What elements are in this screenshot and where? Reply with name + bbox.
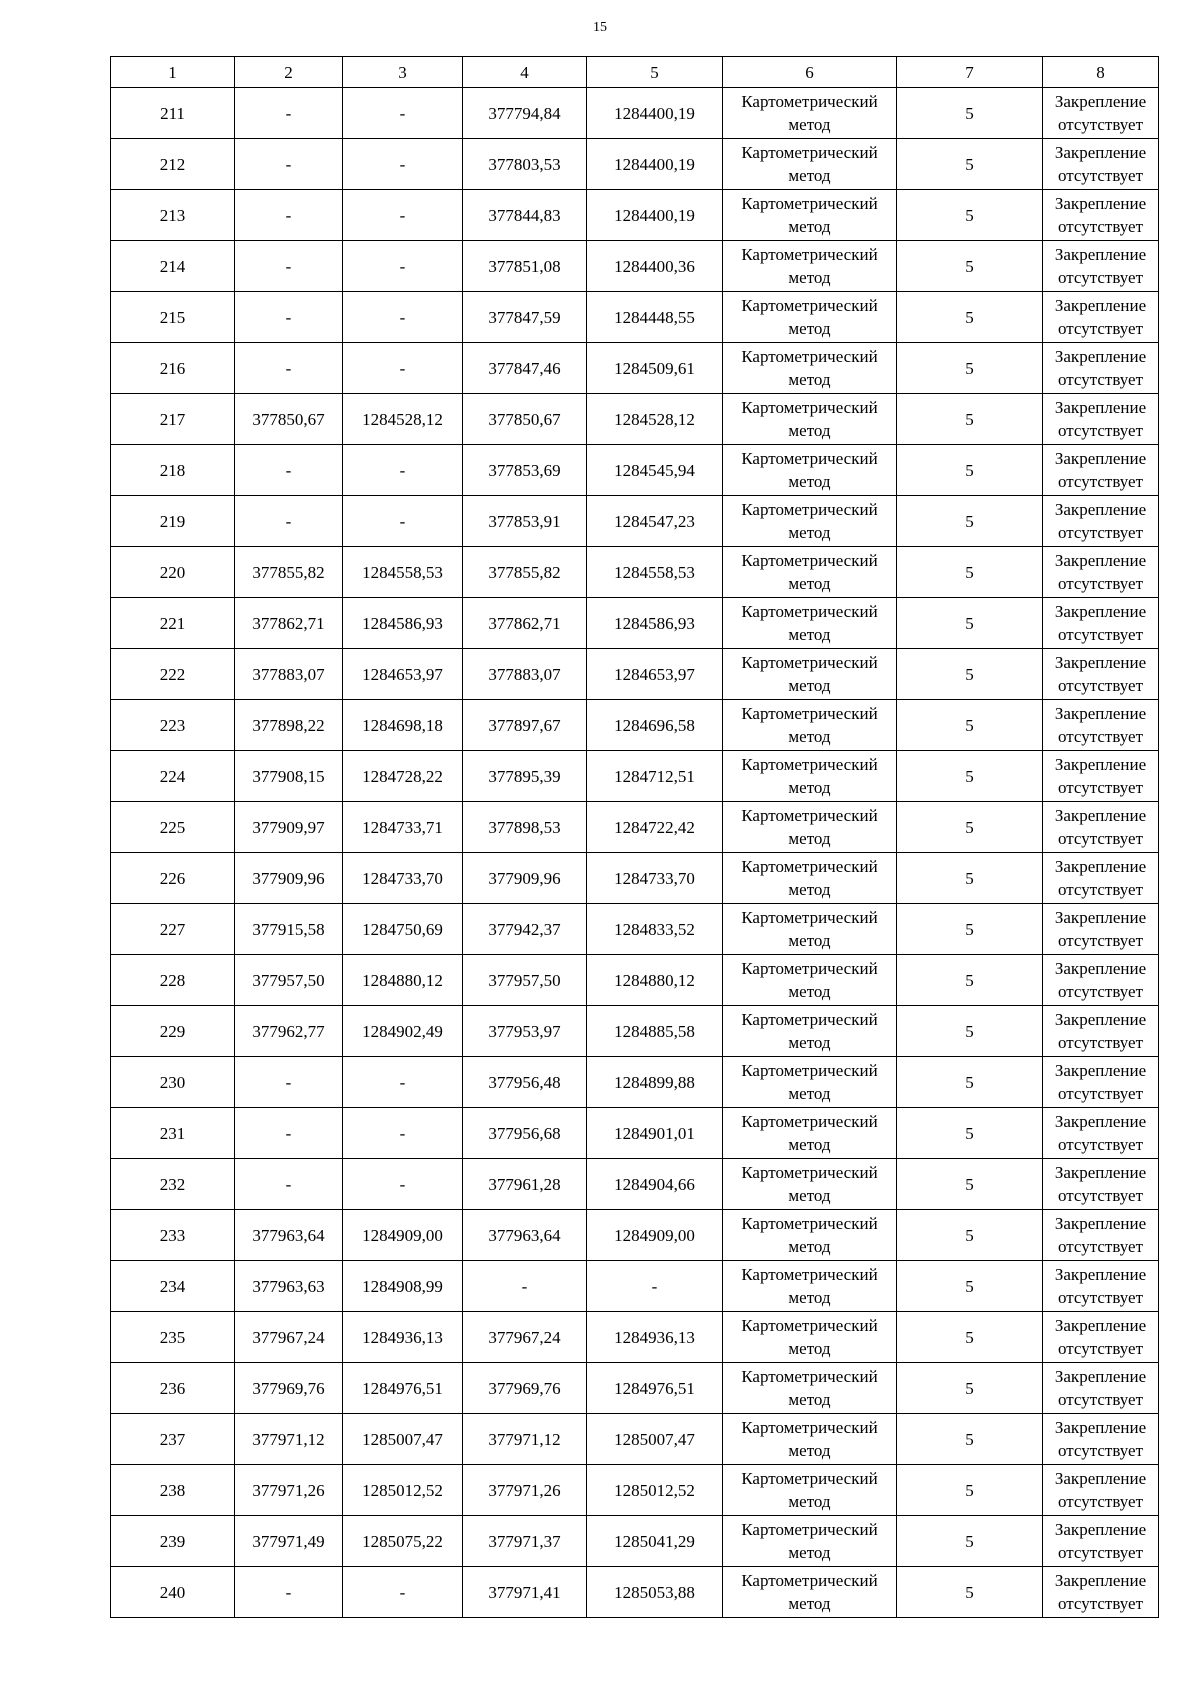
- table-row: [111, 343, 1159, 394]
- point-number-cell: 215: [111, 292, 235, 343]
- old-x-cell: 377883,07: [235, 649, 343, 700]
- method-cell: Картометрический метод: [723, 190, 897, 241]
- accuracy-cell: 5: [897, 1108, 1043, 1159]
- new-x-cell: 377961,28: [463, 1159, 587, 1210]
- old-y-cell: -: [343, 292, 463, 343]
- marking-cell: Закрепление отсутствует: [1043, 1057, 1159, 1108]
- marking-cell: Закрепление отсутствует: [1043, 904, 1159, 955]
- point-number-cell: 232: [111, 1159, 235, 1210]
- new-y-cell: 1284558,53: [587, 547, 723, 598]
- method-cell: Картометрический метод: [723, 955, 897, 1006]
- accuracy-cell: 5: [897, 394, 1043, 445]
- point-number-cell: 235: [111, 1312, 235, 1363]
- marking-cell: Закрепление отсутствует: [1043, 139, 1159, 190]
- table-row: [111, 547, 1159, 598]
- method-cell: Картометрический метод: [723, 853, 897, 904]
- point-number-cell: 238: [111, 1465, 235, 1516]
- marking-cell: Закрепление отсутствует: [1043, 802, 1159, 853]
- marking-cell: Закрепление отсутствует: [1043, 445, 1159, 496]
- table-row: [111, 139, 1159, 190]
- new-x-cell: 377883,07: [463, 649, 587, 700]
- new-y-cell: 1285053,88: [587, 1567, 723, 1618]
- accuracy-cell: 5: [897, 649, 1043, 700]
- new-y-cell: 1284976,51: [587, 1363, 723, 1414]
- method-cell: Картометрический метод: [723, 598, 897, 649]
- point-number-cell: 212: [111, 139, 235, 190]
- accuracy-cell: 5: [897, 496, 1043, 547]
- old-x-cell: -: [235, 445, 343, 496]
- accuracy-cell: 5: [897, 1312, 1043, 1363]
- old-x-cell: 377963,63: [235, 1261, 343, 1312]
- table-row: [111, 190, 1159, 241]
- old-x-cell: -: [235, 190, 343, 241]
- new-y-cell: 1284400,36: [587, 241, 723, 292]
- table-row: [111, 1414, 1159, 1465]
- new-y-cell: 1284696,58: [587, 700, 723, 751]
- method-cell: Картометрический метод: [723, 394, 897, 445]
- old-y-cell: 1284558,53: [343, 547, 463, 598]
- new-x-cell: 377971,37: [463, 1516, 587, 1567]
- new-y-cell: 1285012,52: [587, 1465, 723, 1516]
- new-y-cell: 1284904,66: [587, 1159, 723, 1210]
- marking-cell: Закрепление отсутствует: [1043, 598, 1159, 649]
- marking-cell: Закрепление отсутствует: [1043, 496, 1159, 547]
- point-number-cell: 239: [111, 1516, 235, 1567]
- marking-cell: Закрепление отсутствует: [1043, 547, 1159, 598]
- new-x-cell: 377956,68: [463, 1108, 587, 1159]
- old-y-cell: 1284728,22: [343, 751, 463, 802]
- accuracy-cell: 5: [897, 1363, 1043, 1414]
- new-x-cell: 377897,67: [463, 700, 587, 751]
- method-cell: Картометрический метод: [723, 649, 897, 700]
- new-y-cell: 1284712,51: [587, 751, 723, 802]
- new-x-cell: 377850,67: [463, 394, 587, 445]
- marking-cell: Закрепление отсутствует: [1043, 343, 1159, 394]
- table-row: [111, 1261, 1159, 1312]
- marking-cell: Закрепление отсутствует: [1043, 292, 1159, 343]
- point-number-cell: 218: [111, 445, 235, 496]
- new-x-cell: 377971,12: [463, 1414, 587, 1465]
- old-x-cell: 377971,12: [235, 1414, 343, 1465]
- method-cell: Картометрический метод: [723, 802, 897, 853]
- marking-cell: Закрепление отсутствует: [1043, 1210, 1159, 1261]
- table-row: [111, 598, 1159, 649]
- old-y-cell: -: [343, 445, 463, 496]
- point-number-cell: 217: [111, 394, 235, 445]
- old-y-cell: 1284528,12: [343, 394, 463, 445]
- marking-cell: Закрепление отсутствует: [1043, 1108, 1159, 1159]
- new-x-cell: 377971,41: [463, 1567, 587, 1618]
- old-x-cell: 377855,82: [235, 547, 343, 598]
- old-x-cell: -: [235, 496, 343, 547]
- point-number-cell: 226: [111, 853, 235, 904]
- column-header-2: 2: [235, 57, 343, 88]
- old-x-cell: -: [235, 1567, 343, 1618]
- new-x-cell: 377957,50: [463, 955, 587, 1006]
- old-x-cell: 377908,15: [235, 751, 343, 802]
- new-y-cell: 1284733,70: [587, 853, 723, 904]
- table-row: [111, 292, 1159, 343]
- old-y-cell: 1285075,22: [343, 1516, 463, 1567]
- new-x-cell: 377963,64: [463, 1210, 587, 1261]
- accuracy-cell: 5: [897, 751, 1043, 802]
- new-x-cell: 377844,83: [463, 190, 587, 241]
- table-row: [111, 1363, 1159, 1414]
- method-cell: Картометрический метод: [723, 1516, 897, 1567]
- accuracy-cell: 5: [897, 445, 1043, 496]
- old-x-cell: 377971,26: [235, 1465, 343, 1516]
- new-y-cell: 1284400,19: [587, 139, 723, 190]
- table-row: [111, 649, 1159, 700]
- table-row: [111, 1516, 1159, 1567]
- old-y-cell: 1284733,71: [343, 802, 463, 853]
- new-x-cell: 377909,96: [463, 853, 587, 904]
- new-y-cell: 1284586,93: [587, 598, 723, 649]
- accuracy-cell: 5: [897, 1159, 1043, 1210]
- marking-cell: Закрепление отсутствует: [1043, 1567, 1159, 1618]
- point-number-cell: 236: [111, 1363, 235, 1414]
- accuracy-cell: 5: [897, 1210, 1043, 1261]
- old-x-cell: 377957,50: [235, 955, 343, 1006]
- accuracy-cell: 5: [897, 190, 1043, 241]
- method-cell: Картометрический метод: [723, 1312, 897, 1363]
- new-y-cell: 1284880,12: [587, 955, 723, 1006]
- old-y-cell: -: [343, 496, 463, 547]
- new-y-cell: 1284833,52: [587, 904, 723, 955]
- old-x-cell: -: [235, 88, 343, 139]
- new-y-cell: 1284899,88: [587, 1057, 723, 1108]
- old-y-cell: -: [343, 190, 463, 241]
- new-y-cell: 1285041,29: [587, 1516, 723, 1567]
- old-x-cell: -: [235, 1108, 343, 1159]
- accuracy-cell: 5: [897, 547, 1043, 598]
- point-number-cell: 234: [111, 1261, 235, 1312]
- method-cell: Картометрический метод: [723, 88, 897, 139]
- old-y-cell: 1284908,99: [343, 1261, 463, 1312]
- old-x-cell: 377909,97: [235, 802, 343, 853]
- old-x-cell: 377971,49: [235, 1516, 343, 1567]
- point-number-cell: 221: [111, 598, 235, 649]
- point-number-cell: 227: [111, 904, 235, 955]
- point-number-cell: 223: [111, 700, 235, 751]
- old-x-cell: -: [235, 1159, 343, 1210]
- old-x-cell: 377962,77: [235, 1006, 343, 1057]
- old-x-cell: -: [235, 241, 343, 292]
- marking-cell: Закрепление отсутствует: [1043, 700, 1159, 751]
- new-x-cell: 377853,69: [463, 445, 587, 496]
- method-cell: Картометрический метод: [723, 292, 897, 343]
- column-header-6: 6: [723, 57, 897, 88]
- marking-cell: Закрепление отсутствует: [1043, 1465, 1159, 1516]
- new-y-cell: -: [587, 1261, 723, 1312]
- marking-cell: Закрепление отсутствует: [1043, 1006, 1159, 1057]
- table-row: [111, 1567, 1159, 1618]
- new-y-cell: 1284722,42: [587, 802, 723, 853]
- accuracy-cell: 5: [897, 1057, 1043, 1108]
- old-y-cell: 1285007,47: [343, 1414, 463, 1465]
- new-x-cell: 377847,59: [463, 292, 587, 343]
- point-number-cell: 240: [111, 1567, 235, 1618]
- marking-cell: Закрепление отсутствует: [1043, 394, 1159, 445]
- old-x-cell: 377915,58: [235, 904, 343, 955]
- old-y-cell: 1284936,13: [343, 1312, 463, 1363]
- marking-cell: Закрепление отсутствует: [1043, 853, 1159, 904]
- point-number-cell: 230: [111, 1057, 235, 1108]
- column-header-4: 4: [463, 57, 587, 88]
- old-y-cell: -: [343, 88, 463, 139]
- coordinates-table: [110, 56, 1159, 1618]
- new-y-cell: 1284936,13: [587, 1312, 723, 1363]
- method-cell: Картометрический метод: [723, 241, 897, 292]
- accuracy-cell: 5: [897, 1516, 1043, 1567]
- point-number-cell: 211: [111, 88, 235, 139]
- table-row: [111, 955, 1159, 1006]
- accuracy-cell: 5: [897, 139, 1043, 190]
- point-number-cell: 229: [111, 1006, 235, 1057]
- table-row: [111, 445, 1159, 496]
- marking-cell: Закрепление отсутствует: [1043, 1516, 1159, 1567]
- method-cell: Картометрический метод: [723, 139, 897, 190]
- method-cell: Картометрический метод: [723, 1006, 897, 1057]
- new-x-cell: 377971,26: [463, 1465, 587, 1516]
- point-number-cell: 228: [111, 955, 235, 1006]
- method-cell: Картометрический метод: [723, 496, 897, 547]
- method-cell: Картометрический метод: [723, 1363, 897, 1414]
- table-row: [111, 853, 1159, 904]
- table-row: [111, 1006, 1159, 1057]
- table-row: [111, 496, 1159, 547]
- table-row: [111, 88, 1159, 139]
- old-x-cell: 377898,22: [235, 700, 343, 751]
- new-y-cell: 1284509,61: [587, 343, 723, 394]
- new-x-cell: 377898,53: [463, 802, 587, 853]
- table-row: [111, 1057, 1159, 1108]
- new-x-cell: -: [463, 1261, 587, 1312]
- method-cell: Картометрический метод: [723, 343, 897, 394]
- method-cell: Картометрический метод: [723, 1210, 897, 1261]
- old-x-cell: -: [235, 292, 343, 343]
- old-y-cell: -: [343, 1108, 463, 1159]
- accuracy-cell: 5: [897, 1261, 1043, 1312]
- new-x-cell: 377851,08: [463, 241, 587, 292]
- accuracy-cell: 5: [897, 1414, 1043, 1465]
- old-y-cell: 1284902,49: [343, 1006, 463, 1057]
- new-x-cell: 377967,24: [463, 1312, 587, 1363]
- marking-cell: Закрепление отсутствует: [1043, 1363, 1159, 1414]
- old-y-cell: -: [343, 1567, 463, 1618]
- old-y-cell: 1284750,69: [343, 904, 463, 955]
- point-number-cell: 213: [111, 190, 235, 241]
- new-x-cell: 377895,39: [463, 751, 587, 802]
- old-y-cell: -: [343, 343, 463, 394]
- point-number-cell: 237: [111, 1414, 235, 1465]
- new-y-cell: 1284909,00: [587, 1210, 723, 1261]
- old-y-cell: 1284909,00: [343, 1210, 463, 1261]
- old-x-cell: 377969,76: [235, 1363, 343, 1414]
- method-cell: Картометрический метод: [723, 904, 897, 955]
- accuracy-cell: 5: [897, 700, 1043, 751]
- table-row: [111, 700, 1159, 751]
- accuracy-cell: 5: [897, 598, 1043, 649]
- method-cell: Картометрический метод: [723, 547, 897, 598]
- marking-cell: Закрепление отсутствует: [1043, 751, 1159, 802]
- old-y-cell: 1284586,93: [343, 598, 463, 649]
- point-number-cell: 214: [111, 241, 235, 292]
- new-y-cell: 1284547,23: [587, 496, 723, 547]
- point-number-cell: 224: [111, 751, 235, 802]
- old-x-cell: -: [235, 343, 343, 394]
- accuracy-cell: 5: [897, 343, 1043, 394]
- method-cell: Картометрический метод: [723, 1057, 897, 1108]
- new-y-cell: 1284545,94: [587, 445, 723, 496]
- marking-cell: Закрепление отсутствует: [1043, 1414, 1159, 1465]
- old-y-cell: 1284653,97: [343, 649, 463, 700]
- new-x-cell: 377855,82: [463, 547, 587, 598]
- old-y-cell: 1285012,52: [343, 1465, 463, 1516]
- method-cell: Картометрический метод: [723, 700, 897, 751]
- old-y-cell: -: [343, 1159, 463, 1210]
- marking-cell: Закрепление отсутствует: [1043, 1312, 1159, 1363]
- method-cell: Картометрический метод: [723, 1261, 897, 1312]
- table-row: [111, 1210, 1159, 1261]
- table-row: [111, 241, 1159, 292]
- old-y-cell: -: [343, 241, 463, 292]
- old-y-cell: 1284733,70: [343, 853, 463, 904]
- accuracy-cell: 5: [897, 802, 1043, 853]
- marking-cell: Закрепление отсутствует: [1043, 1261, 1159, 1312]
- accuracy-cell: 5: [897, 1006, 1043, 1057]
- accuracy-cell: 5: [897, 1465, 1043, 1516]
- old-y-cell: 1284880,12: [343, 955, 463, 1006]
- column-header-8: 8: [1043, 57, 1159, 88]
- point-number-cell: 220: [111, 547, 235, 598]
- old-y-cell: 1284976,51: [343, 1363, 463, 1414]
- table-row: [111, 1159, 1159, 1210]
- old-x-cell: 377909,96: [235, 853, 343, 904]
- new-x-cell: 377853,91: [463, 496, 587, 547]
- method-cell: Картометрический метод: [723, 1108, 897, 1159]
- new-x-cell: 377956,48: [463, 1057, 587, 1108]
- old-x-cell: 377963,64: [235, 1210, 343, 1261]
- new-y-cell: 1284901,01: [587, 1108, 723, 1159]
- new-y-cell: 1284653,97: [587, 649, 723, 700]
- accuracy-cell: 5: [897, 88, 1043, 139]
- marking-cell: Закрепление отсутствует: [1043, 190, 1159, 241]
- old-x-cell: 377850,67: [235, 394, 343, 445]
- old-x-cell: -: [235, 139, 343, 190]
- accuracy-cell: 5: [897, 1567, 1043, 1618]
- old-x-cell: -: [235, 1057, 343, 1108]
- accuracy-cell: 5: [897, 955, 1043, 1006]
- table-header-row: [111, 57, 1159, 88]
- new-y-cell: 1284448,55: [587, 292, 723, 343]
- table-row: [111, 1465, 1159, 1516]
- new-y-cell: 1284400,19: [587, 190, 723, 241]
- table-row: [111, 1312, 1159, 1363]
- new-x-cell: 377969,76: [463, 1363, 587, 1414]
- point-number-cell: 225: [111, 802, 235, 853]
- point-number-cell: 222: [111, 649, 235, 700]
- method-cell: Картометрический метод: [723, 1465, 897, 1516]
- old-x-cell: 377862,71: [235, 598, 343, 649]
- accuracy-cell: 5: [897, 241, 1043, 292]
- page-number: 15: [593, 20, 607, 35]
- table-row: [111, 394, 1159, 445]
- table-row: [111, 802, 1159, 853]
- point-number-cell: 216: [111, 343, 235, 394]
- new-x-cell: 377803,53: [463, 139, 587, 190]
- point-number-cell: 231: [111, 1108, 235, 1159]
- point-number-cell: 219: [111, 496, 235, 547]
- method-cell: Картометрический метод: [723, 445, 897, 496]
- table-row: [111, 751, 1159, 802]
- old-x-cell: 377967,24: [235, 1312, 343, 1363]
- old-y-cell: -: [343, 139, 463, 190]
- new-x-cell: 377862,71: [463, 598, 587, 649]
- method-cell: Картометрический метод: [723, 751, 897, 802]
- table-row: [111, 904, 1159, 955]
- marking-cell: Закрепление отсутствует: [1043, 88, 1159, 139]
- accuracy-cell: 5: [897, 292, 1043, 343]
- new-x-cell: 377942,37: [463, 904, 587, 955]
- new-y-cell: 1284885,58: [587, 1006, 723, 1057]
- marking-cell: Закрепление отсутствует: [1043, 241, 1159, 292]
- point-number-cell: 233: [111, 1210, 235, 1261]
- accuracy-cell: 5: [897, 904, 1043, 955]
- accuracy-cell: 5: [897, 853, 1043, 904]
- method-cell: Картометрический метод: [723, 1159, 897, 1210]
- old-y-cell: 1284698,18: [343, 700, 463, 751]
- column-header-1: 1: [111, 57, 235, 88]
- method-cell: Картометрический метод: [723, 1567, 897, 1618]
- method-cell: Картометрический метод: [723, 1414, 897, 1465]
- column-header-3: 3: [343, 57, 463, 88]
- table-body: [111, 88, 1159, 1618]
- column-header-5: 5: [587, 57, 723, 88]
- new-x-cell: 377794,84: [463, 88, 587, 139]
- new-y-cell: 1284400,19: [587, 88, 723, 139]
- new-y-cell: 1285007,47: [587, 1414, 723, 1465]
- old-y-cell: -: [343, 1057, 463, 1108]
- marking-cell: Закрепление отсутствует: [1043, 955, 1159, 1006]
- marking-cell: Закрепление отсутствует: [1043, 1159, 1159, 1210]
- new-x-cell: 377847,46: [463, 343, 587, 394]
- column-header-7: 7: [897, 57, 1043, 88]
- table-row: [111, 1108, 1159, 1159]
- new-x-cell: 377953,97: [463, 1006, 587, 1057]
- new-y-cell: 1284528,12: [587, 394, 723, 445]
- marking-cell: Закрепление отсутствует: [1043, 649, 1159, 700]
